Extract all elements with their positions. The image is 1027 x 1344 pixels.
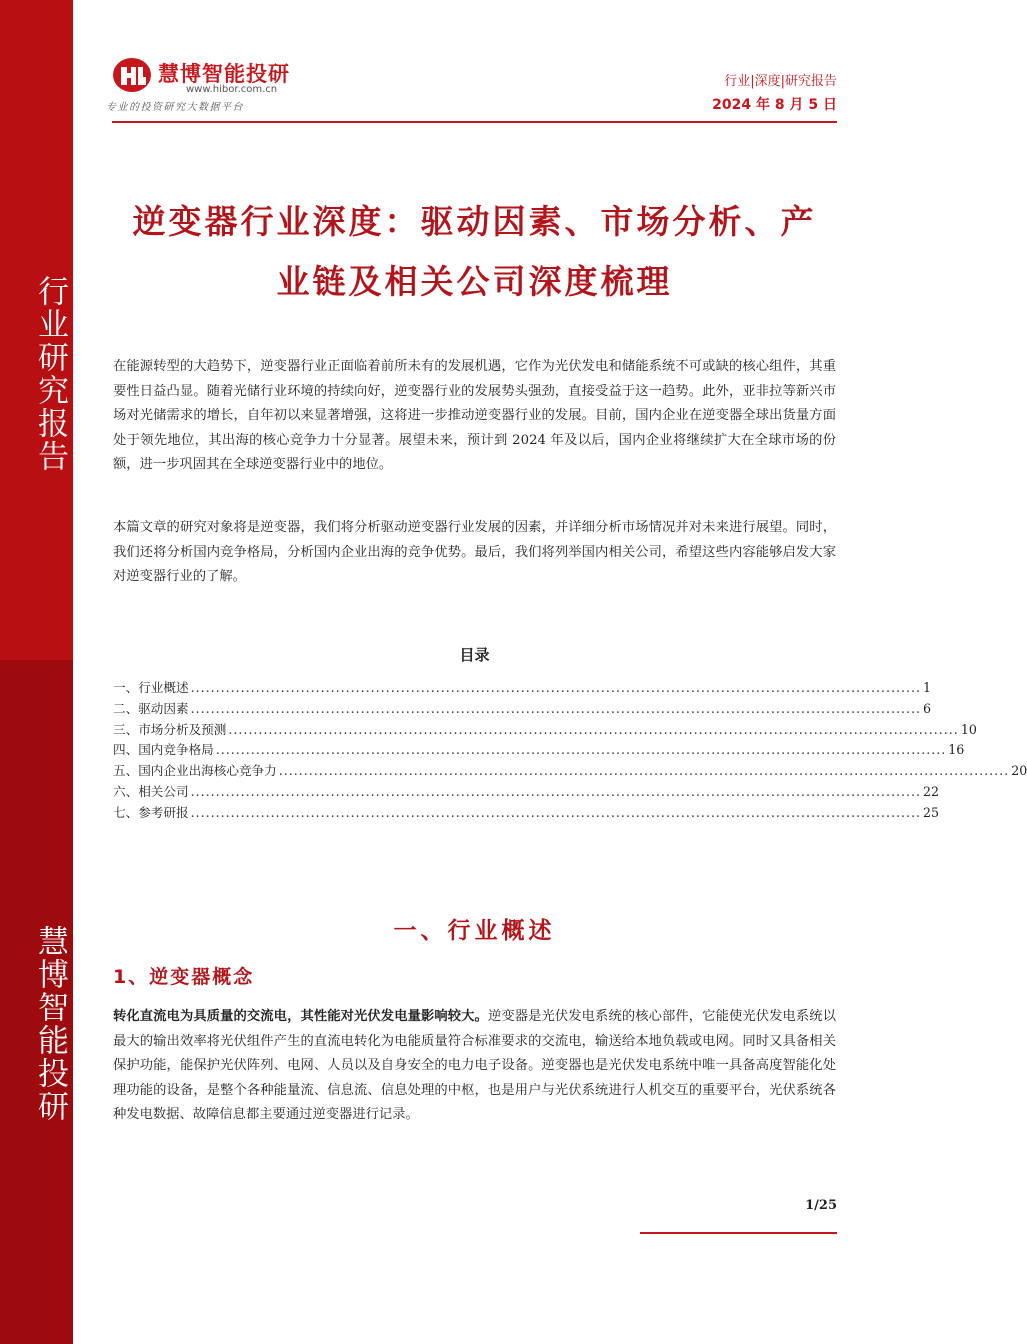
page-number: 1/25 <box>805 1198 837 1213</box>
table-of-contents <box>113 677 1027 823</box>
toc-item-label: 六、相关公司 <box>113 783 189 799</box>
sidebar-brand: 慧博智能投研 <box>32 925 68 1123</box>
toc-item[interactable] <box>113 719 977 740</box>
toc-item-label: 一、行业概述 <box>113 680 189 695</box>
toc-leader: .................................................................................................................................................. <box>228 721 959 737</box>
logo-url: www.hibor.com.cn <box>186 84 278 95</box>
toc-item-page: 1 <box>923 680 932 695</box>
toc-leader: .................................................................................................................................................. <box>190 804 922 820</box>
section-heading: 一、行业概述 <box>393 918 556 944</box>
toc-leader: .................................................................................................................................................. <box>190 680 922 695</box>
toc-item-page: 6 <box>923 700 932 716</box>
toc-item-page: 10 <box>960 721 977 737</box>
section-lead-sentence: 转化直流电为具质量的交流电，其性能对光伏发电量影响较大。 <box>113 1009 488 1024</box>
report-title-line2: 业链及相关公司深度梳理 <box>276 262 673 301</box>
section-body <box>113 1005 836 1128</box>
sidebar-report-type: 行业研究报告 <box>32 275 68 473</box>
header-divider <box>112 121 837 123</box>
footer-divider <box>640 1232 837 1234</box>
toc-item[interactable] <box>113 760 1027 781</box>
report-meta <box>712 70 837 114</box>
toc-item-page: 25 <box>923 804 940 820</box>
logo-icon <box>112 57 152 93</box>
section-subheading: 1、逆变器概念 <box>113 966 255 988</box>
toc-item-label: 五、国内企业出海核心竞争力 <box>113 763 277 779</box>
report-category: 行业|深度|研究报告 <box>724 74 837 89</box>
sidebar <box>0 0 73 1344</box>
report-title <box>112 192 837 312</box>
toc-item-page: 20 <box>1011 763 1027 779</box>
logo[interactable] <box>106 57 372 113</box>
toc-item[interactable] <box>113 698 932 719</box>
section-body-text: 逆变器是光伏发电系统的核心部件，它能使光伏发电系统以最大的输出效率将光伏组件产生的直流电转化为电能质量符合标准要求的交流电，输送给本地负载或电网。同时又具备相关保护功能，能保护光伏阵列、电网、人员以及自身安全的电力电子设备。逆变器也是光伏发电系统中唯一具备高度智能化处理功能的设备，是整个各种能量流、信息流、信息处理的中枢，也是用户与光伏系统进行人机交互的重要平台，光伏系统各种发电数据、故障信息都主要通过逆变器进行记录。 <box>113 1009 836 1122</box>
toc-item-page: 22 <box>923 783 940 799</box>
toc-leader: .................................................................................................................................................. <box>190 700 922 716</box>
intro-paragraph-2: 本篇文章的研究对象将是逆变器，我们将分析驱动逆变器行业发展的因素，并详细分析市场情况并对未来进行展望。同时，我们还将分析国内竞争格局，分析国内企业出海的竞争优势。最后，我们将列举国内相关公司，希望这些内容能够启发大家对逆变器行业的了解。 <box>113 520 836 584</box>
toc-item-label: 四、国内竞争格局 <box>113 742 214 758</box>
toc-item[interactable] <box>113 739 965 760</box>
toc-leader: .................................................................................................................................................. <box>215 742 947 758</box>
toc-title: 目录 <box>459 646 490 664</box>
toc-item-label: 二、驱动因素 <box>113 700 189 716</box>
toc-item[interactable] <box>113 781 940 802</box>
logo-name: 慧博智能投研 <box>158 62 290 86</box>
toc-item-label: 七、参考研报 <box>113 804 189 820</box>
toc-leader: .................................................................................................................................................. <box>190 783 922 799</box>
toc-leader: .................................................................................................................................................. <box>278 763 1010 779</box>
intro-paragraph-1: 在能源转型的大趋势下，逆变器行业正面临着前所未有的发展机遇，它作为光伏发电和储能系统不可或缺的核心组件，其重要性日益凸显。随着光储行业环境的持续向好，逆变器行业的发展势头强劲，直接受益于这一趋势。此外，亚非拉等新兴市场对光储需求的增长，自年初以来显著增强，这将进一步推动逆变器行业的发展。目前，国内企业在逆变器全球出货量方面处于领先地位，其出海的核心竞争力十分显著。展望未来，预计到 2024 年及以后，国内企业将继续扩大在全球市场的份额，进一步巩固其在全球逆变器行业中的地位。 <box>113 359 836 472</box>
toc-item[interactable] <box>113 677 932 698</box>
toc-item-page: 16 <box>948 742 965 758</box>
report-title-line1: 逆变器行业深度：驱动因素、市场分析、产 <box>132 202 817 241</box>
toc-item-label: 三、市场分析及预测 <box>113 721 227 737</box>
report-date: 2024 年 8 月 5 日 <box>712 97 837 113</box>
logo-slogan: 专业的投资研究大数据平台 <box>106 102 244 113</box>
toc-item[interactable] <box>113 802 940 823</box>
